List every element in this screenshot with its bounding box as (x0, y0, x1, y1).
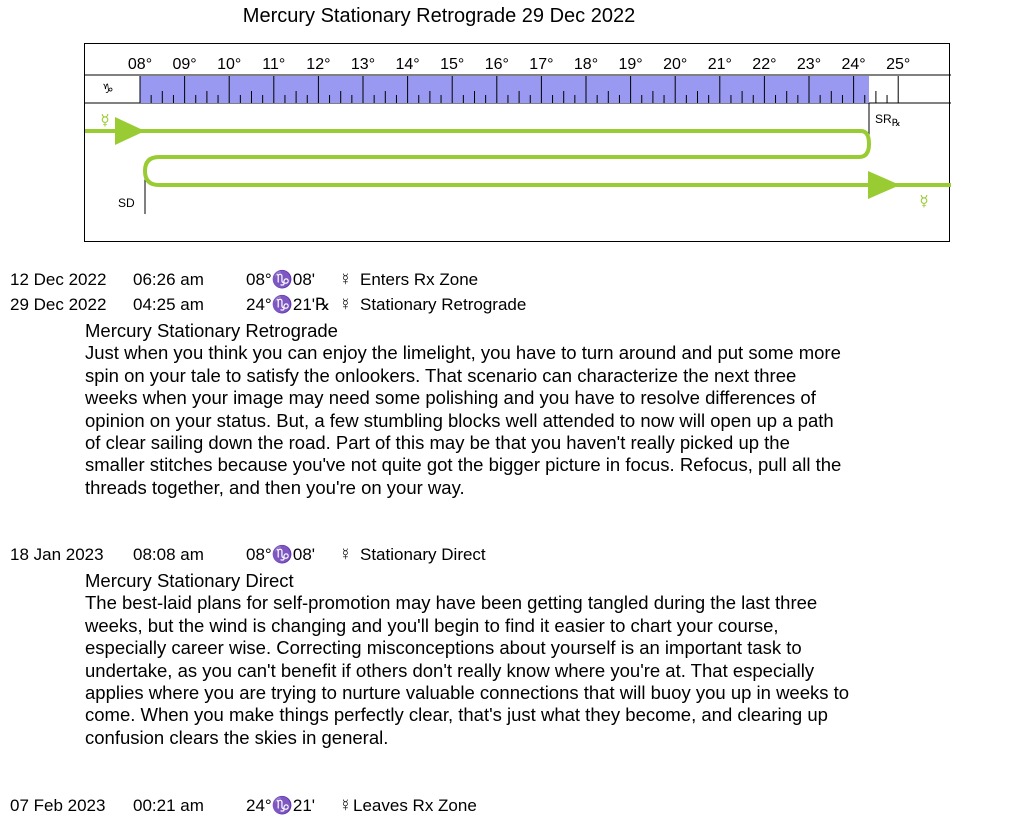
mercury-icon: ☿ (339, 270, 352, 289)
capricorn-sign-icon: ♑ (102, 82, 114, 97)
mercury-icon: ☿ (339, 796, 352, 815)
degree-tick-label: 23° (796, 56, 822, 73)
interpretation-heading: Mercury Stationary Direct (85, 570, 294, 591)
interpretation-line: weeks when your image may need some polishing and you have to resolve differences of (85, 387, 816, 409)
degree-tick-label: 16° (484, 56, 509, 73)
event-date: 29 Dec 2022 (10, 295, 107, 314)
degree-tick-label: 13° (350, 56, 376, 73)
mercury-icon: ☿ (339, 295, 352, 314)
interpretation-line: The best-laid plans for self-promotion may have been getting tangled during the last three (85, 592, 818, 614)
event-position: 24°♑21' (246, 796, 316, 815)
retrograde-zone-band (140, 76, 869, 103)
mercury-icon: ☿ (100, 111, 110, 129)
event-date: 07 Feb 2023 (10, 796, 106, 815)
retrograde-diagram (84, 43, 950, 242)
event-label: Enters Rx Zone (360, 270, 479, 289)
degree-tick-label: 25° (886, 56, 911, 73)
sr-label: $SR_℞$ (875, 112, 901, 129)
mercury-path (85, 117, 951, 199)
event-date: 18 Jan 2023 (10, 545, 104, 564)
event-position: 24°♑21'℞ (246, 295, 331, 314)
event-time: 00:21 am (133, 796, 204, 815)
degree-tick-label: 21° (707, 56, 732, 73)
degree-tick-label: 24° (841, 56, 866, 73)
retrograde-interpretation (85, 320, 841, 499)
degree-tick-label: 12° (306, 56, 331, 73)
interpretation-line: undertake, as you can't benefit if others don't really know where you're at. That especially (85, 659, 815, 681)
direct-interpretation (85, 570, 849, 749)
interpretation-line: come. When you make things perfectly clear, that's just what they become, and clearing up (85, 704, 828, 726)
degree-tick-label: 18° (573, 56, 599, 73)
direction-arrow (868, 171, 900, 199)
page-title: Mercury Stationary Retrograde 29 Dec 2022 (242, 5, 636, 27)
interpretation-heading: Mercury Stationary Retrograde (85, 320, 338, 341)
event-position: 08°♑08' (246, 270, 316, 289)
interpretation-line: smaller stitches because you've not quite got the bigger picture in focus. Refocus, pull all the (85, 454, 842, 476)
interpretation-line: especially career wise. Correcting misconceptions about yourself is an important task to (85, 637, 802, 659)
degree-tick-label: 14° (395, 56, 420, 73)
interpretation-line: opinion on your status. But, a few stumbling blocks well attended to now will open up a path (85, 409, 834, 431)
interpretation-line: threads together, and then you're on your way. (85, 476, 465, 498)
event-label: Stationary Direct (360, 545, 486, 564)
degree-tick-label: 09° (172, 56, 197, 73)
interpretation-line: Just when you think you can enjoy the limelight, you have to turn around and put some more (85, 342, 841, 364)
mercury-icon: ☿ (919, 192, 929, 210)
event-time: 06:26 am (133, 270, 204, 289)
sd-label: SD (118, 196, 135, 210)
event-time: 08:08 am (133, 545, 204, 564)
degree-tick-label: 08° (127, 56, 153, 73)
degree-tick-label: 15° (440, 56, 465, 73)
mercury-icon: ☿ (339, 545, 352, 564)
event-label: Stationary Retrograde (360, 295, 527, 314)
event-date: 12 Dec 2022 (10, 270, 107, 289)
degree-tick-label: 20° (663, 56, 688, 73)
event-time: 04:25 am (133, 295, 204, 314)
event-label: Leaves Rx Zone (353, 796, 477, 815)
interpretation-line: spin on your tale to satisfy the onlookers. That scenario can characterize the next three (85, 364, 797, 386)
direction-arrow (115, 117, 145, 145)
degree-tick-label: 19° (618, 56, 643, 73)
interpretation-line: applies where you are trying to nurture valuable connections that will buoy you up in weeks to (85, 682, 850, 704)
event-position: 08°♑08' (246, 545, 316, 564)
degree-tick-label: 17° (529, 56, 554, 73)
degree-tick-label: 10° (217, 56, 242, 73)
interpretation-line: confusion clears the skies in general. (85, 726, 389, 748)
degree-tick-label: 11° (262, 56, 286, 73)
degree-tick-label: 22° (752, 56, 777, 73)
interpretation-line: weeks, but the wind is changing and you'll begin to find it easier to chart your course, (85, 614, 779, 636)
retrograde-diagram-svg (85, 44, 951, 243)
interpretation-line: of clear sailing down the road. Part of this may be that you haven't really picked up the (85, 432, 790, 454)
